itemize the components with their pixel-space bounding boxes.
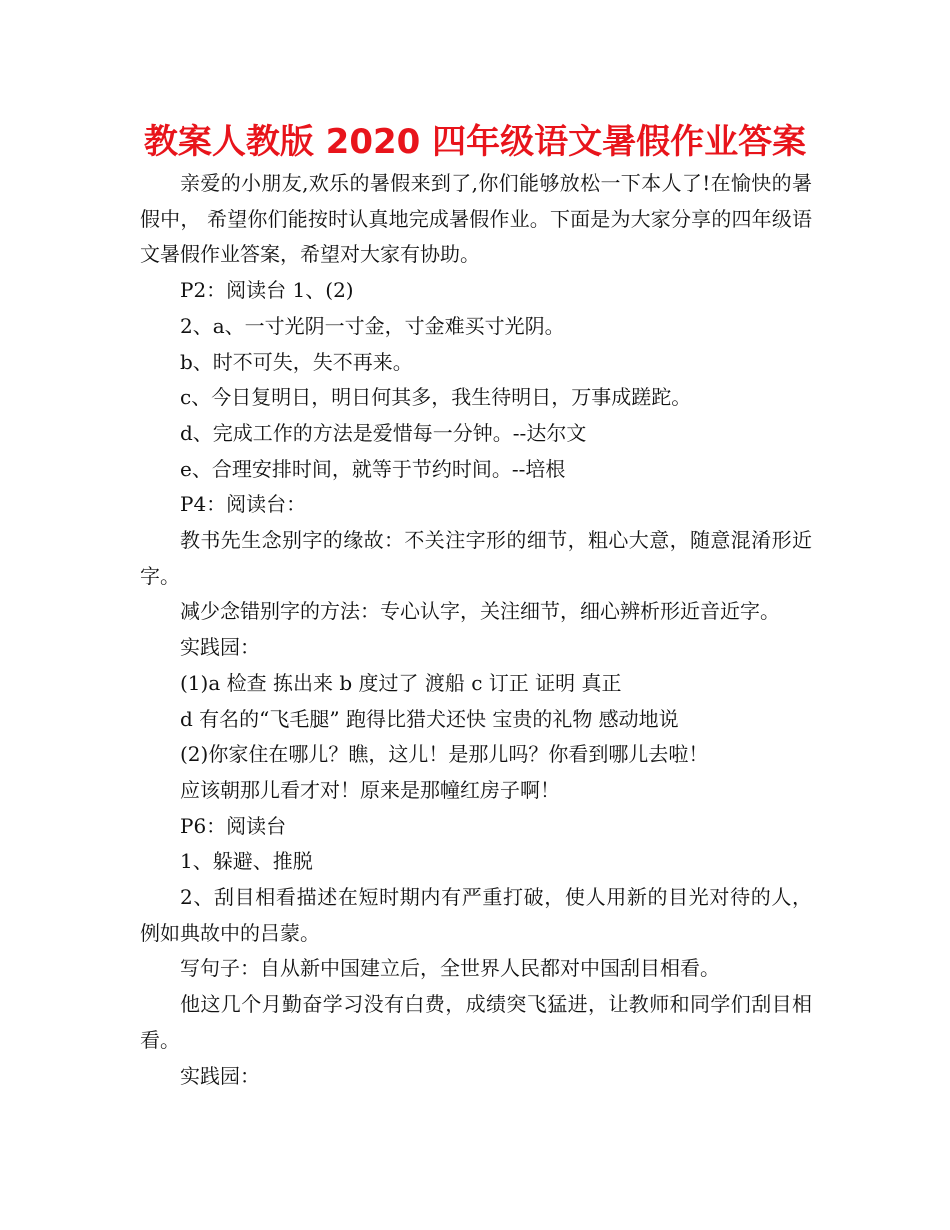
paragraph-p6-heading: P6：阅读台 bbox=[180, 813, 287, 838]
paragraph-intro: 亲爱的小朋友,欢乐的暑假来到了,你们能够放松一下本人了!在愉快的暑 假中， 希望你们能按时认真地完成暑假作业。下面是为大家分享的四年级语文暑假作业答案，希望对大家有协助。 bbox=[140, 171, 812, 267]
paragraph-practice-2-cont: 应该朝那儿看才对！原来是那幢红房子啊！ bbox=[180, 777, 560, 802]
paragraph-sentence-1: 写句子：自从新中国建立后，全世界人民都对中国刮目相看。 bbox=[180, 956, 720, 981]
paragraph-practice-1a: (1)a 检查 拣出来 b 度过了 渡船 c 订正 证明 真正 bbox=[180, 670, 622, 695]
paragraph-practice-2: (2)你家住在哪儿？瞧，这儿！是那儿吗？你看到哪儿去啦！ bbox=[180, 742, 709, 767]
paragraph-answer-d: d、完成工作的方法是爱惜每一分钟。--达尔文 bbox=[180, 420, 587, 445]
paragraph-practice-1d: d 有名的“飞毛腿” 跑得比猎犬还快 宝贵的礼物 感动地说 bbox=[180, 706, 679, 731]
paragraph-practice-heading-2: 实践园： bbox=[180, 1063, 260, 1088]
paragraph-p2-heading: P2：阅读台 1、(2) bbox=[180, 278, 354, 303]
paragraph-misread-reason: 教书先生念别字的缘故：不关注字形的细节，粗心大意，随意混淆形近字。 bbox=[140, 528, 812, 588]
paragraph-answer-c: c、今日复明日，明日何其多，我生待明日，万事成蹉跎。 bbox=[180, 385, 692, 410]
paragraph-p6-answer-2: 2、刮目相看描述在短时期内有严重打破，使人用新的目光对待的人，例如典故中的吕蒙。 bbox=[140, 885, 812, 945]
paragraph-p6-answer-1: 1、躲避、推脱 bbox=[180, 849, 313, 874]
paragraph-misread-method: 减少念错别字的方法：专心认字，关注细节，细心辨析形近音近字。 bbox=[180, 599, 780, 624]
paragraph-p4-heading: P4：阅读台： bbox=[180, 492, 307, 517]
paragraph-answer-2a: 2、a、一寸光阴一寸金，寸金难买寸光阴。 bbox=[180, 313, 565, 338]
paragraph-sentence-2: 他这几个月勤奋学习没有白费，成绩突飞猛进，让教师和同学们刮目相看。 bbox=[140, 992, 812, 1052]
paragraph-practice-heading-1: 实践园： bbox=[180, 635, 260, 660]
document-body bbox=[140, 166, 812, 1094]
paragraph-answer-b: b、时不可失，失不再来。 bbox=[180, 349, 413, 374]
document-title: 教案人教版 2020 四年级语文暑假作业答案 bbox=[143, 122, 807, 162]
paragraph-answer-e: e、合理安排时间，就等于节约时间。--培根 bbox=[180, 456, 566, 481]
